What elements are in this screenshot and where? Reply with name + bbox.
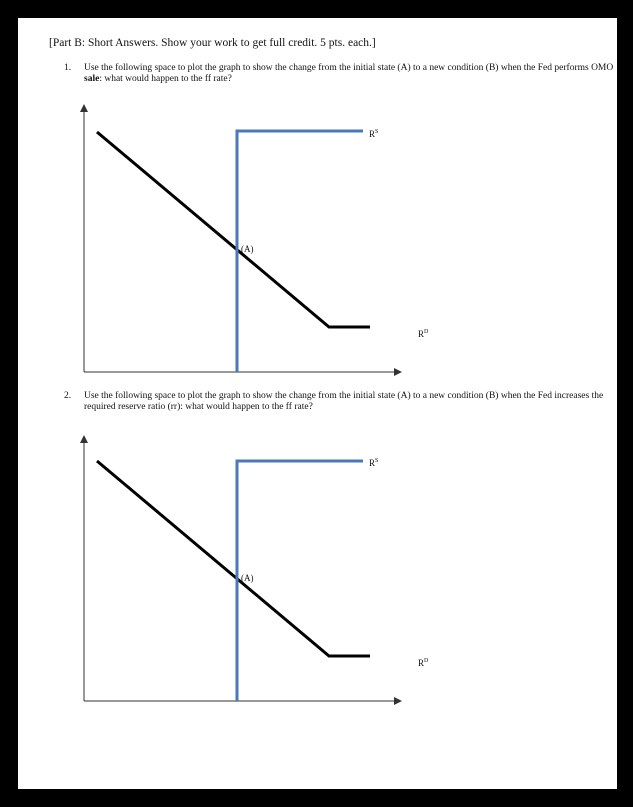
supply-label-sup: S (375, 458, 379, 464)
demand-curve (97, 461, 370, 656)
question-text (84, 63, 624, 85)
supply-label (369, 129, 378, 139)
equilibrium-point-label: (A) (241, 573, 254, 583)
demand-label-sup: D (424, 329, 429, 335)
question-number: 2. (64, 391, 72, 401)
section-header: [Part B: Short Answers. Show your work to get full credit. 5 pts. each.] (49, 37, 376, 49)
question-text-part: Use the following space to plot the graph to show the change from the initial state (A) to a new condition (B) when the Fed increases the required reserve ratio (rr): what would happen to the ff rate? (84, 391, 604, 412)
demand-label-text: R (418, 658, 425, 668)
x-axis-arrow (394, 368, 402, 376)
question-text-part: Use the following space to plot the graph to show the change from the initial state (A) to a new condition (B) when the Fed performs OMO (84, 63, 614, 73)
supply-curve (237, 131, 363, 372)
supply-label (369, 458, 378, 468)
worksheet-page (18, 18, 617, 789)
demand-label (418, 329, 429, 339)
question-number: 1. (64, 63, 72, 73)
demand-label-sup: D (424, 658, 429, 664)
equilibrium-point-label: (A) (241, 244, 254, 254)
question-text-part: : what would happen to the ff rate? (99, 74, 232, 84)
question-text (84, 391, 624, 413)
supply-label-text: R (369, 458, 376, 468)
demand-label-text: R (418, 329, 425, 339)
y-axis-arrow (80, 435, 88, 443)
supply-curve (237, 461, 363, 701)
supply-label-text: R (369, 129, 376, 139)
question-text-bold: sale (84, 74, 100, 84)
x-axis-arrow (394, 697, 402, 705)
supply-label-sup: S (375, 129, 379, 135)
demand-curve (97, 132, 370, 327)
y-axis-arrow (80, 104, 88, 112)
demand-label (418, 658, 429, 668)
